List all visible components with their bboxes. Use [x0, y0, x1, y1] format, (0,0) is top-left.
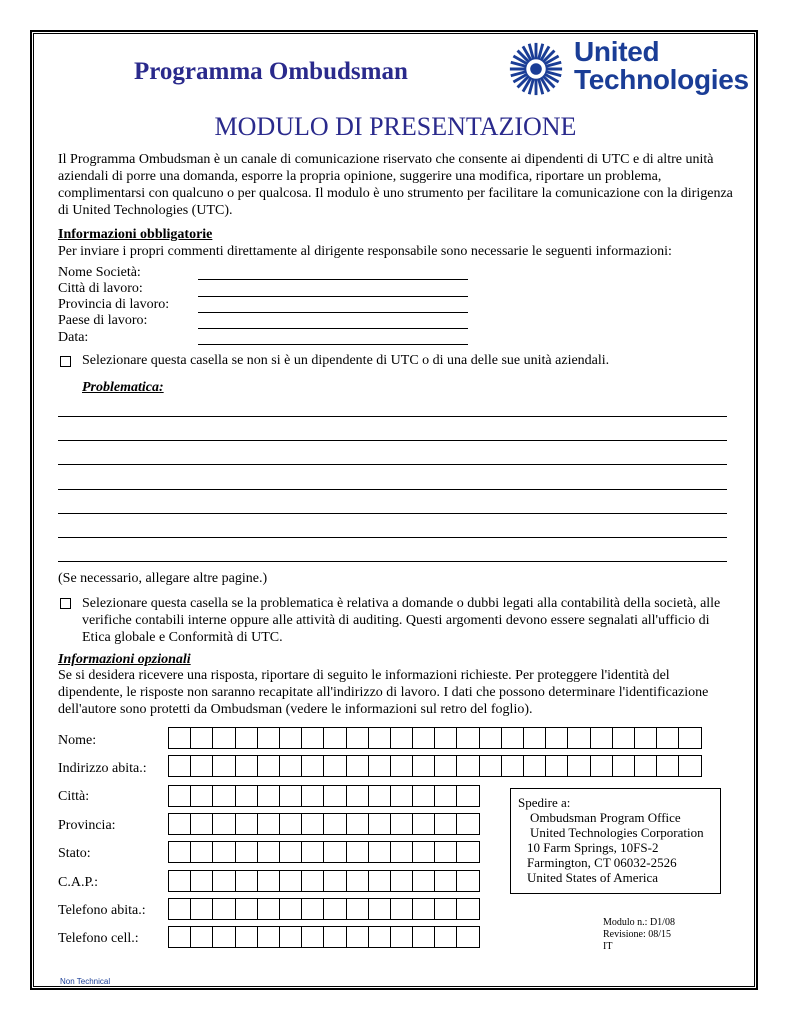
problem-line[interactable] [58, 489, 727, 490]
char-box[interactable] [434, 898, 457, 920]
char-box[interactable] [368, 926, 391, 948]
utc-logo [506, 36, 749, 98]
char-box[interactable] [257, 870, 280, 892]
char-box[interactable] [390, 841, 413, 863]
char-box[interactable] [368, 898, 391, 920]
char-box[interactable] [390, 813, 413, 835]
char-box[interactable] [523, 755, 546, 777]
char-box[interactable] [678, 727, 701, 749]
char-box[interactable] [390, 926, 413, 948]
char-box[interactable] [434, 785, 457, 807]
char-box[interactable] [279, 898, 302, 920]
char-box[interactable] [279, 813, 302, 835]
field-label-work-country: Paese di lavoro: [58, 313, 148, 328]
char-box[interactable] [323, 841, 346, 863]
char-box[interactable] [412, 841, 435, 863]
mailing-address-line: Farmington, CT 06032-2526 [527, 855, 677, 870]
char-box[interactable] [301, 813, 324, 835]
char-box[interactable] [235, 785, 258, 807]
box-label-home-address: Indirizzo abita.: [58, 761, 147, 776]
char-box[interactable] [634, 727, 657, 749]
char-box[interactable] [479, 727, 502, 749]
char-box[interactable] [434, 755, 457, 777]
char-box[interactable] [456, 727, 479, 749]
mailing-address-box [510, 788, 721, 894]
char-box[interactable] [567, 755, 590, 777]
char-box[interactable] [346, 898, 369, 920]
char-box[interactable] [390, 727, 413, 749]
char-box[interactable] [212, 813, 235, 835]
char-box[interactable] [168, 785, 191, 807]
char-box[interactable] [346, 841, 369, 863]
intro-paragraph: Il Programma Ombudsman è un canale di comunicazione riservato che consente ai dipendenti di UTC e di altre unità aziendali di porre una domanda, esporre la propria opinione, suggerire una modifica, riportare un problema, complimentarsi con qualcuno o per qualcosa. Il modulo è uno strumento per facilitare la comunicazione con la dirigenza di United Technologies (UTC). [58, 152, 733, 218]
char-box[interactable] [346, 870, 369, 892]
char-box[interactable] [368, 870, 391, 892]
home-phone-boxes[interactable] [168, 898, 479, 920]
mailing-address-line: United States of America [527, 870, 659, 885]
char-box[interactable] [190, 785, 213, 807]
char-box[interactable] [323, 926, 346, 948]
problem-line[interactable] [58, 440, 727, 441]
char-box[interactable] [412, 898, 435, 920]
state-boxes[interactable] [168, 841, 479, 863]
char-box[interactable] [257, 785, 280, 807]
char-box[interactable] [412, 755, 435, 777]
char-box[interactable] [545, 727, 568, 749]
problem-line[interactable] [58, 464, 727, 465]
char-box[interactable] [412, 727, 435, 749]
box-label-zip: C.A.P.: [58, 875, 99, 890]
char-box[interactable] [257, 755, 280, 777]
char-box[interactable] [235, 755, 258, 777]
problem-heading: Problematica: [82, 380, 164, 395]
field-input-work-city[interactable] [198, 296, 468, 297]
char-box[interactable] [190, 926, 213, 948]
char-box[interactable] [257, 898, 280, 920]
box-label-name: Nome: [58, 733, 97, 748]
char-box[interactable] [323, 813, 346, 835]
char-box[interactable] [456, 870, 479, 892]
form-number: Modulo n.: D1/08 [603, 917, 675, 928]
mailing-address-heading: Spedire a: [518, 795, 571, 810]
char-box[interactable] [279, 926, 302, 948]
char-box[interactable] [612, 727, 635, 749]
char-box[interactable] [612, 755, 635, 777]
char-box[interactable] [212, 755, 235, 777]
char-box[interactable] [323, 727, 346, 749]
field-label-company: Nome Società: [58, 265, 141, 280]
char-box[interactable] [456, 926, 479, 948]
char-box[interactable] [590, 755, 613, 777]
char-box[interactable] [368, 813, 391, 835]
char-box[interactable] [168, 898, 191, 920]
mailing-address-line: United Technologies Corporation [530, 825, 704, 840]
char-box[interactable] [390, 870, 413, 892]
char-box[interactable] [368, 841, 391, 863]
char-box[interactable] [212, 926, 235, 948]
char-box[interactable] [301, 870, 324, 892]
char-box[interactable] [235, 870, 258, 892]
char-box[interactable] [190, 841, 213, 863]
optional-text: Se si desidera ricevere una risposta, riportare di seguito le informazioni richieste. Per proteggere l'identità del dipendente, le risposte non saranno recapitate all'indirizzo di lavoro. I dati che possono determinare l'identificazione dell'autore sono protetti da Ombudsman (vedere le informazioni sul retro del foglio). [58, 668, 709, 717]
optional-heading: Informazioni opzionali [58, 652, 191, 667]
char-box[interactable] [346, 755, 369, 777]
char-box[interactable] [212, 898, 235, 920]
char-box[interactable] [168, 727, 191, 749]
char-box[interactable] [257, 727, 280, 749]
char-box[interactable] [301, 727, 324, 749]
program-title: Programma Ombudsman [134, 58, 408, 85]
char-box[interactable] [456, 898, 479, 920]
char-box[interactable] [656, 755, 679, 777]
char-box[interactable] [235, 841, 258, 863]
province-boxes[interactable] [168, 813, 479, 835]
char-box[interactable] [567, 727, 590, 749]
box-label-home-phone: Telefono abita.: [58, 903, 146, 918]
char-box[interactable] [235, 813, 258, 835]
char-box[interactable] [235, 926, 258, 948]
char-box[interactable] [235, 898, 258, 920]
char-box[interactable] [346, 785, 369, 807]
char-box[interactable] [301, 785, 324, 807]
home-address-boxes[interactable] [168, 755, 701, 777]
non-employee-checkbox-label: Selezionare questa casella se non si è un dipendente di UTC o di una delle sue unità aziendali. [82, 353, 610, 368]
char-box[interactable] [346, 926, 369, 948]
form-title: MODULO DI PRESENTAZIONE [214, 112, 577, 141]
char-box[interactable] [590, 727, 613, 749]
form-language: IT [603, 941, 613, 952]
char-box[interactable] [346, 813, 369, 835]
accounting-checkbox-label: Selezionare questa casella se la problematica è relativa a domande o dubbi legati alla contabilità della società, alle verifiche contabili interne oppure alle attività di auditing. Questi argomenti devono essere segnalati all'ufficio di Etica globale e Conformità di UTC. [82, 596, 721, 645]
char-box[interactable] [279, 727, 302, 749]
field-input-work-province[interactable] [198, 312, 468, 313]
non-employee-checkbox[interactable] [60, 356, 71, 367]
char-box[interactable] [368, 727, 391, 749]
char-box[interactable] [168, 813, 191, 835]
name-boxes[interactable] [168, 727, 701, 749]
char-box[interactable] [235, 727, 258, 749]
char-box[interactable] [479, 755, 502, 777]
char-box[interactable] [368, 755, 391, 777]
utc-logo-mark-icon [506, 40, 566, 98]
char-box[interactable] [456, 785, 479, 807]
char-box[interactable] [212, 841, 235, 863]
char-box[interactable] [390, 785, 413, 807]
char-box[interactable] [456, 755, 479, 777]
char-box[interactable] [323, 755, 346, 777]
char-box[interactable] [368, 785, 391, 807]
char-box[interactable] [390, 898, 413, 920]
char-box[interactable] [412, 870, 435, 892]
char-box[interactable] [212, 870, 235, 892]
char-box[interactable] [212, 785, 235, 807]
char-box[interactable] [168, 870, 191, 892]
char-box[interactable] [456, 813, 479, 835]
field-input-work-country[interactable] [198, 328, 468, 329]
city-boxes[interactable] [168, 785, 479, 807]
footer-classification: Non Technical [60, 977, 111, 986]
char-box[interactable] [190, 755, 213, 777]
accounting-checkbox[interactable] [60, 598, 71, 609]
char-box[interactable] [168, 755, 191, 777]
char-box[interactable] [190, 813, 213, 835]
zip-boxes[interactable] [168, 870, 479, 892]
field-input-date[interactable] [198, 344, 468, 345]
char-box[interactable] [501, 755, 524, 777]
box-label-state: Stato: [58, 846, 91, 861]
char-box[interactable] [168, 841, 191, 863]
char-box[interactable] [412, 926, 435, 948]
box-label-mobile-phone: Telefono cell.: [58, 931, 139, 946]
char-box[interactable] [301, 841, 324, 863]
char-box[interactable] [501, 727, 524, 749]
box-label-province: Provincia: [58, 818, 116, 833]
char-box[interactable] [434, 841, 457, 863]
char-box[interactable] [456, 841, 479, 863]
char-box[interactable] [279, 841, 302, 863]
char-box[interactable] [257, 813, 280, 835]
char-box[interactable] [434, 813, 457, 835]
logo-text-united: United [574, 36, 660, 67]
char-box[interactable] [634, 755, 657, 777]
char-box[interactable] [301, 755, 324, 777]
char-box[interactable] [168, 926, 191, 948]
logo-text-technologies: Technologies [574, 64, 749, 95]
char-box[interactable] [346, 727, 369, 749]
problem-line[interactable] [58, 537, 727, 538]
required-section [58, 226, 738, 260]
char-box[interactable] [323, 898, 346, 920]
char-box[interactable] [545, 755, 568, 777]
field-label-work-city: Città di lavoro: [58, 281, 143, 296]
char-box[interactable] [257, 841, 280, 863]
char-box[interactable] [190, 727, 213, 749]
form-info [603, 917, 675, 953]
form-revision: Revisione: 08/15 [603, 929, 672, 940]
char-box[interactable] [279, 755, 302, 777]
box-label-city: Città: [58, 789, 90, 804]
char-box[interactable] [323, 785, 346, 807]
required-heading: Informazioni obbligatorie [58, 227, 213, 242]
char-box[interactable] [434, 926, 457, 948]
char-box[interactable] [656, 727, 679, 749]
mailing-address-line: Ombudsman Program Office [530, 810, 681, 825]
char-box[interactable] [190, 898, 213, 920]
char-box[interactable] [323, 870, 346, 892]
problem-line[interactable] [58, 416, 727, 417]
char-box[interactable] [279, 870, 302, 892]
field-input-company[interactable] [198, 279, 468, 280]
mobile-phone-boxes[interactable] [168, 926, 479, 948]
char-box[interactable] [301, 926, 324, 948]
field-label-work-province: Provincia di lavoro: [58, 297, 170, 312]
char-box[interactable] [257, 926, 280, 948]
required-text: Per inviare i propri commenti direttamente al dirigente responsabile sono necessarie le seguenti informazioni: [58, 244, 672, 259]
mailing-address-line: 10 Farm Springs, 10FS-2 [527, 840, 659, 855]
problem-line[interactable] [58, 513, 727, 514]
char-box[interactable] [523, 727, 546, 749]
char-box[interactable] [390, 755, 413, 777]
char-box[interactable] [678, 755, 701, 777]
char-box[interactable] [190, 870, 213, 892]
problem-line[interactable] [58, 561, 727, 562]
char-box[interactable] [212, 727, 235, 749]
char-box[interactable] [279, 785, 302, 807]
char-box[interactable] [434, 727, 457, 749]
field-label-date: Data: [58, 330, 89, 345]
char-box[interactable] [301, 898, 324, 920]
attach-note: (Se necessario, allegare altre pagine.) [58, 571, 268, 586]
char-box[interactable] [412, 785, 435, 807]
char-box[interactable] [412, 813, 435, 835]
char-box[interactable] [434, 870, 457, 892]
